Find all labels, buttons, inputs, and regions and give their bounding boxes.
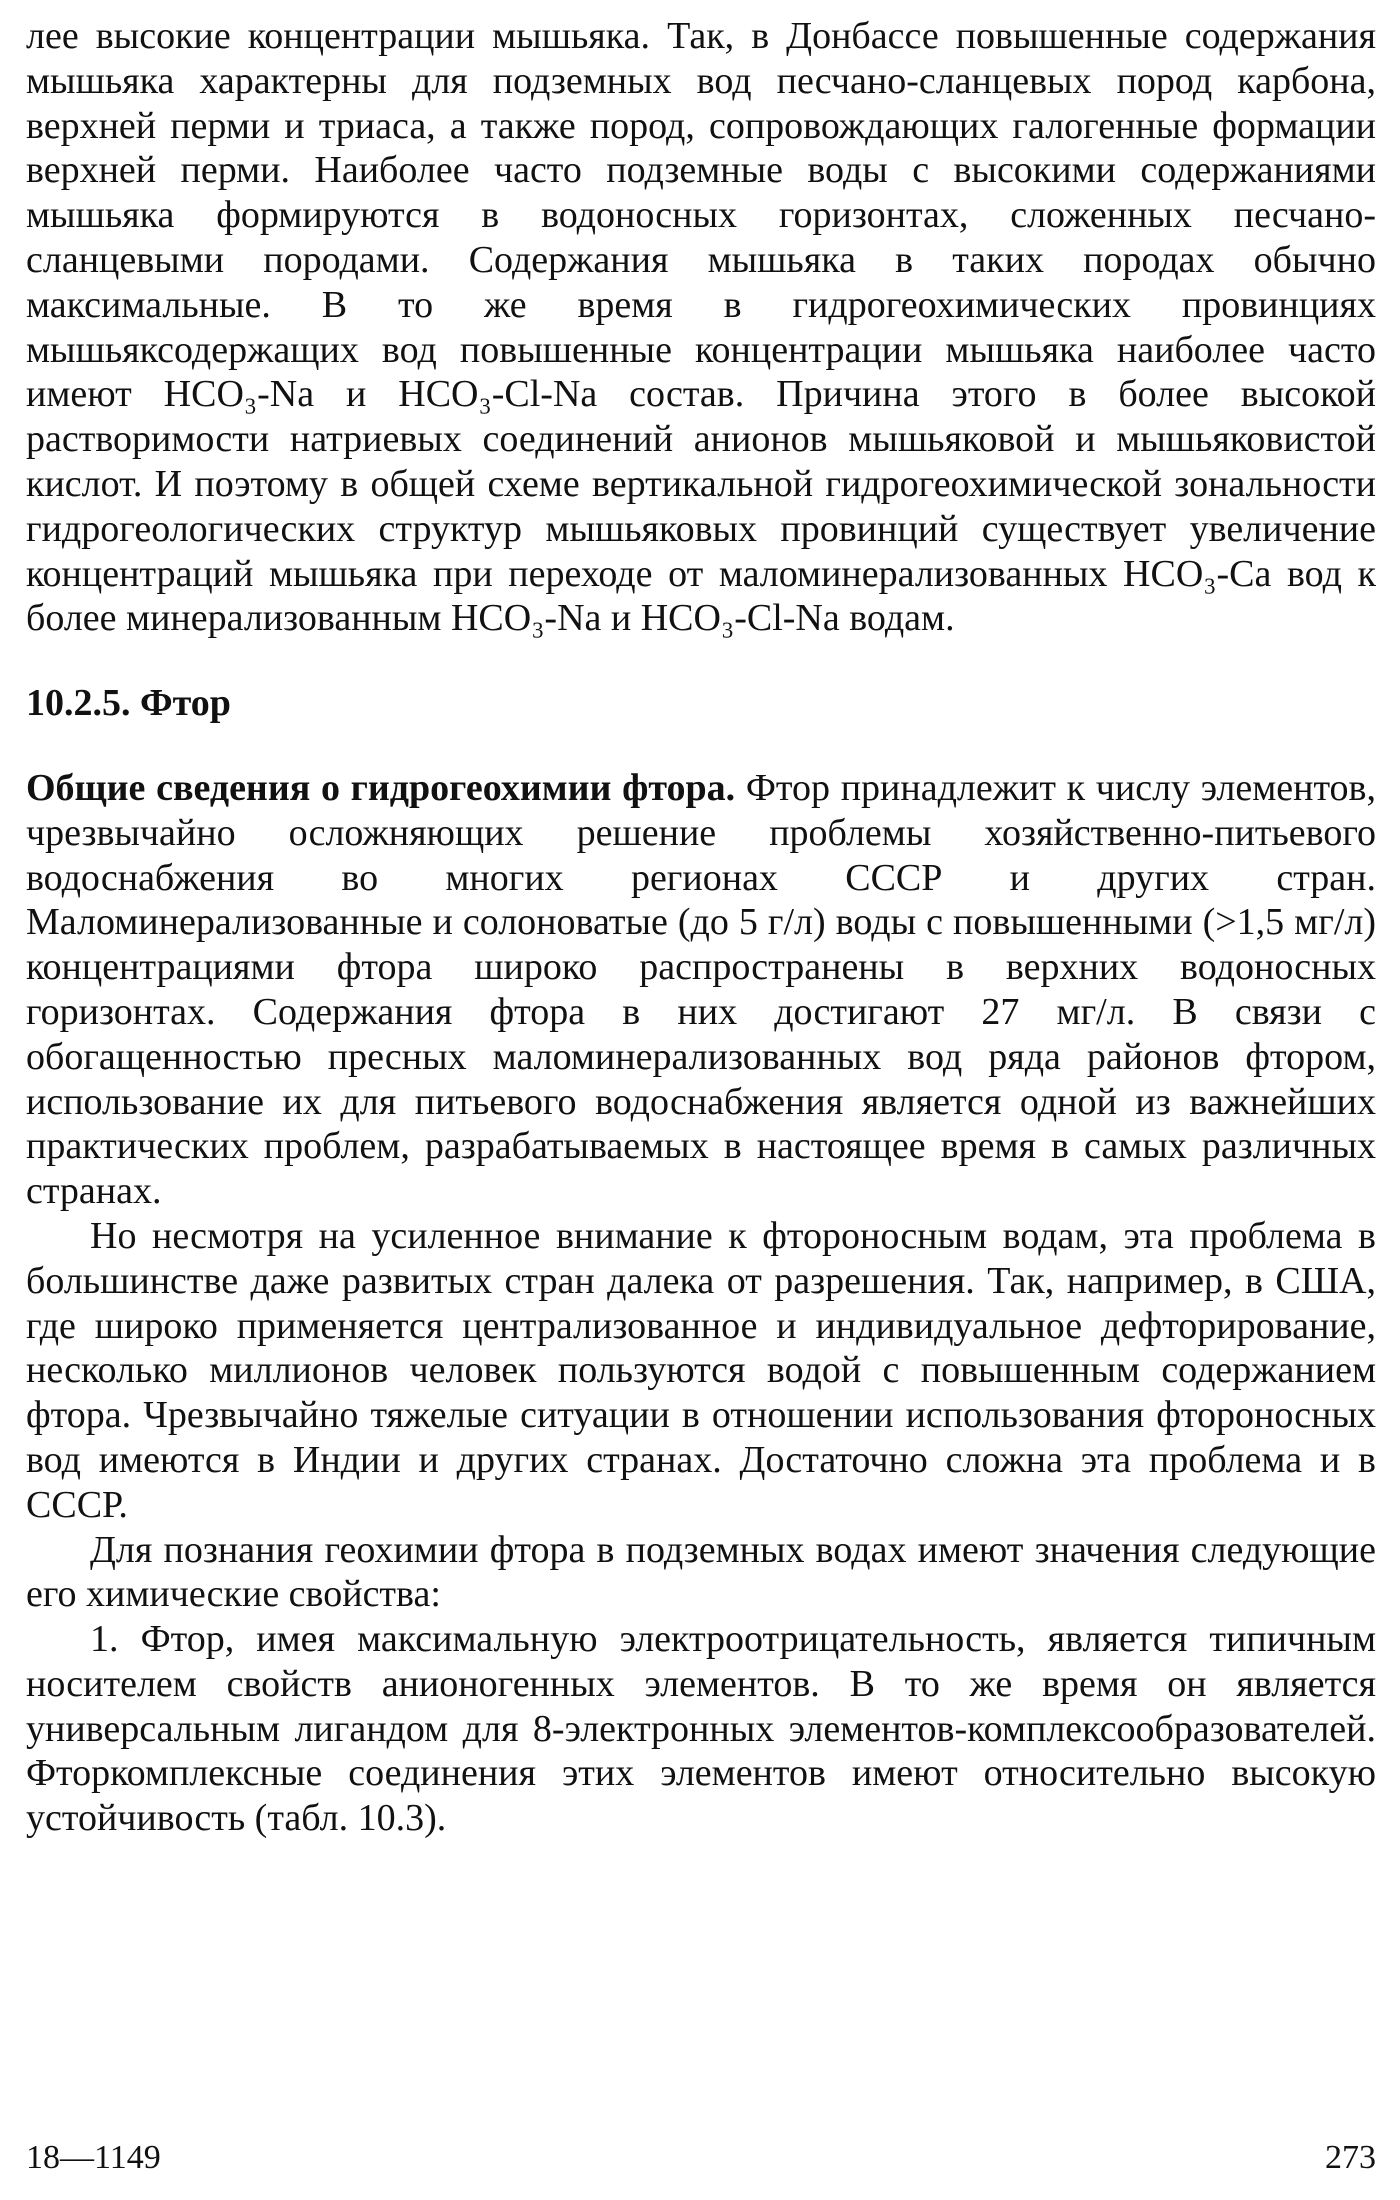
page-number: 273 [1325, 2139, 1376, 2176]
paragraph-text: Фтор принадлежит к числу элементов, чрезвычайно осложняющих решение проблемы хозяйственно-питьевого водоснабжения во многих регионах СССР и других стран. Маломинерализованные и солоноватые (до 5 г/л) воды с повышенными (>1,5 мг/л) концентрациями фтора широко распространены в верхних водоносных горизонтах. Содержания фтора в них достигают 27 мг/л. В связи с обогащенностью пресных маломинерализованных вод ряда районов фтором, использование их для питьевого водоснабжения является одной из важнейших практических проблем, разрабатываемых в настоящее время в самых различных странах. [26, 766, 1376, 1213]
paragraph-lead-in: Общие сведения о гидрогеохимии фтора. [26, 766, 736, 809]
list-item-paragraph: 1. Фтор, имея максимальную электроотрицательность, является типичным носителем свойств анионогенных элементов. В то же время он является универсальным лигандом для 8-электронных элементов-комплексообразователей. Фторкомплексные соединения этих элементов имеют относительно высокую устойчивость (табл. 10.3). [26, 1618, 1376, 1840]
section-heading: 10.2.5. Фтор [26, 682, 231, 725]
body-paragraph: Но несмотря на усиленное внимание к фтороносным водам, эта проблема в большинстве даже развитых стран далека от разрешения. Так, например, в США, где широко применяется централизованное и индивидуальное дефторирование, несколько миллионов человек пользуются водой с повышенным содержанием фтора. Чрезвычайно тяжелые ситуации в отношении использования фтороносных вод имеются в Индии и других странах. Достаточно сложна эта проблема и в СССР. [26, 1214, 1376, 1526]
page-footer [26, 2138, 1376, 2178]
body-paragraph: Для познания геохимии фтора в подземных водах имеют значения следующие его химические свойства: [26, 1528, 1376, 1616]
printer-signature: 18—1149 [26, 2139, 161, 2176]
continuation-paragraph: лее высокие концентрации мышьяка. Так, в Донбассе повышенные содержания мышьяка характерны для подземных вод песчано-сланцевых пород карбона, верхней перми и триаса, а также пород, сопровождающих галогенные формации верхней перми. Наиболее часто подземные воды с высокими содержаниями мышьяка формируются в водоносных горизонтах, сложенных песчано-сланцевыми породами. Содержания мышьяка в таких породах обычно максимальные. В то же время в гидрогеохимических провинциях мышьяксодержащих вод повышенные концентрации мышьяка наиболее часто имеют HCO₃-Na и HCO₃-Cl-Na состав. Причина этого в более высокой растворимости натриевых соединений анионов мышьяковой и мышьяковистой кислот. И поэтому в общей схеме вертикальной гидрогеохимической зональности гидрогеологических структур мышьяковых провинций существует увеличение концентраций мышьяка при переходе от маломинерализованных HCO₃-Ca вод к более минерализованным HCO₃-Na и HCO₃-Cl-Na водам. [26, 15, 1376, 640]
section-intro-paragraph [26, 766, 1376, 1214]
